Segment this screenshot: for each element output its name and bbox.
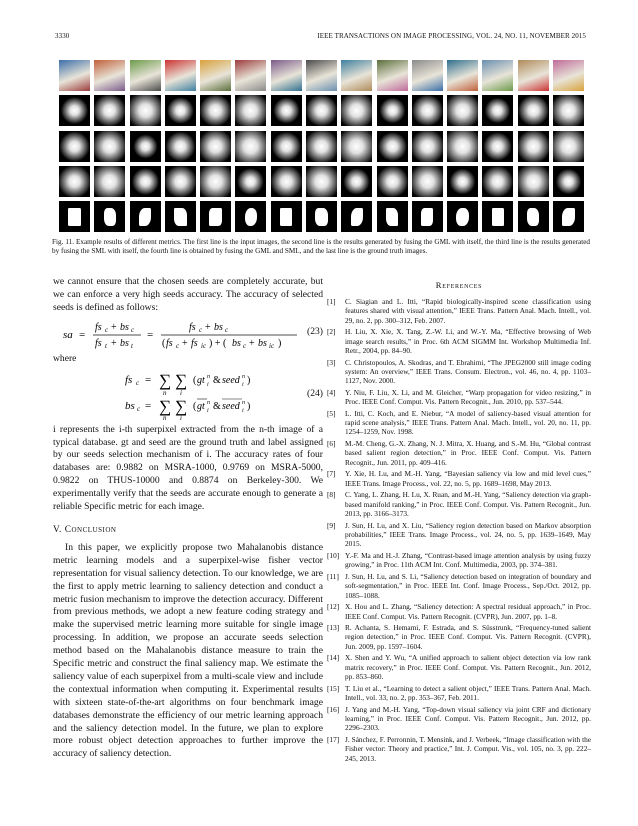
input-image-thumbnail bbox=[165, 60, 196, 91]
svg-text:fs: fs bbox=[125, 373, 133, 386]
ground-truth-mask bbox=[456, 208, 468, 227]
ground-truth-thumbnail bbox=[235, 201, 266, 232]
fused-result-thumbnail bbox=[377, 166, 408, 197]
equation-number: (24) bbox=[307, 387, 323, 399]
sml-result-thumbnail bbox=[447, 131, 478, 162]
sml-result-thumbnail bbox=[412, 131, 443, 162]
svg-text:bs: bs bbox=[232, 337, 241, 349]
svg-text:) + (: ) + ( bbox=[209, 337, 227, 349]
ground-truth-mask bbox=[139, 208, 151, 227]
svg-text:bs: bs bbox=[120, 321, 129, 333]
reference-number: [16] bbox=[327, 704, 340, 714]
svg-text:fs: fs bbox=[95, 321, 102, 333]
svg-text:i: i bbox=[242, 407, 244, 414]
svg-text:bs: bs bbox=[120, 337, 129, 349]
gml-result-thumbnail bbox=[412, 95, 443, 126]
page-number: 3330 bbox=[55, 32, 70, 40]
svg-text:n: n bbox=[242, 373, 245, 380]
reference-text: J. Sun, H. Lu, and S. Li, “Saliency detection based on integration of boundary and soft-segmentation,” in Proc. IEEE Int. Conf. Image Process., Sep./Oct. 2012, pp. 1085–1088. bbox=[345, 571, 591, 600]
reference-item bbox=[327, 623, 591, 651]
gml-result-thumbnail bbox=[553, 95, 584, 126]
fused-result-thumbnail bbox=[518, 166, 549, 197]
gml-result-thumbnail bbox=[341, 95, 372, 126]
ground-truth-mask bbox=[209, 208, 221, 227]
input-image-thumbnail bbox=[553, 60, 584, 91]
sml-result-thumbnail bbox=[306, 131, 337, 162]
reference-number: [3] bbox=[327, 357, 336, 367]
reference-item bbox=[327, 388, 591, 407]
ground-truth-mask bbox=[245, 208, 257, 227]
svg-text:sa: sa bbox=[63, 328, 73, 341]
ground-truth-mask bbox=[174, 208, 186, 227]
input-image-thumbnail bbox=[235, 60, 266, 91]
reference-number: [8] bbox=[327, 490, 336, 500]
svg-text:ic: ic bbox=[269, 341, 275, 350]
svg-text:t: t bbox=[131, 341, 133, 350]
svg-text:n: n bbox=[163, 413, 167, 420]
ground-truth-thumbnail bbox=[59, 201, 90, 232]
svg-text:(: ( bbox=[193, 374, 197, 386]
reference-item bbox=[327, 684, 591, 703]
input-image-thumbnail bbox=[200, 60, 231, 91]
reference-number: [7] bbox=[327, 469, 336, 479]
ground-truth-mask bbox=[104, 208, 116, 227]
reference-item bbox=[327, 551, 591, 570]
equation-23-formula bbox=[61, 316, 301, 352]
references-heading: References bbox=[435, 280, 483, 290]
reference-text: L. Itti, C. Koch, and E. Niebur, “A model of saliency-based visual attention for rapid scene analysis,” IEEE Trans. Pattern Anal. Mach. Intell., vol. 20, no. 11, pp. 1254–1259, Nov. 1998. bbox=[345, 408, 591, 437]
reference-item bbox=[327, 653, 591, 681]
svg-text:=: = bbox=[79, 328, 86, 341]
ground-truth-thumbnail bbox=[165, 201, 196, 232]
gml-result-thumbnail bbox=[518, 95, 549, 126]
ground-truth-thumbnail bbox=[482, 201, 513, 232]
input-image-thumbnail bbox=[412, 60, 443, 91]
svg-text:t: t bbox=[105, 341, 107, 350]
svg-text:n: n bbox=[242, 399, 245, 406]
svg-text:i: i bbox=[242, 381, 244, 388]
reference-number: [4] bbox=[327, 387, 336, 397]
reference-text: C. Siagian and L. Itti, “Rapid biologically-inspired scene classification using features shared with visual attention,” IEEE Trans. Pattern Anal. Mach. Intell., vol. 29, no. 2, pp. 300–312, Feb. 2007. bbox=[345, 297, 591, 325]
ground-truth-mask bbox=[421, 208, 433, 227]
svg-text:n: n bbox=[207, 399, 210, 406]
reference-text: R. Achanta, S. Hemami, F. Estrada, and S. Süsstrunk, “Frequency-tuned salient region detection,” in Proc. IEEE Conf. Comput. Vis. Pattern Recognit. (CVPR), Jun. 2009, pp. 1597–1604. bbox=[345, 623, 591, 651]
journal-title: IEEE TRANSACTIONS ON IMAGE PROCESSING, VOL. 24, NO. 11, NOVEMBER 2015 bbox=[317, 32, 586, 40]
reference-number: [10] bbox=[327, 550, 340, 560]
fused-result-thumbnail bbox=[94, 166, 125, 197]
reference-item bbox=[327, 735, 591, 763]
fused-result-thumbnail bbox=[553, 166, 584, 197]
fused-result-thumbnail bbox=[59, 166, 90, 197]
reference-text: X. Shen and Y. Wu, “A unified approach to salient object detection via low rank matrix recovery,” in Proc. IEEE Conf. Comput. Vis. Pattern Recognit., Jun. 2012, pp. 853–860. bbox=[345, 653, 591, 682]
reference-number: [15] bbox=[327, 683, 340, 693]
fused-result-thumbnail bbox=[482, 166, 513, 197]
svg-text:c: c bbox=[136, 378, 140, 387]
equation-number: (23) bbox=[307, 325, 323, 337]
reference-item bbox=[327, 602, 591, 621]
svg-text:=: = bbox=[147, 328, 154, 341]
svg-text:c: c bbox=[225, 325, 229, 334]
reference-item bbox=[327, 439, 591, 467]
reference-number: [6] bbox=[327, 439, 336, 449]
left-column bbox=[53, 276, 323, 761]
svg-text:=: = bbox=[145, 373, 152, 386]
ground-truth-thumbnail bbox=[553, 201, 584, 232]
svg-text:+: + bbox=[205, 321, 211, 333]
ground-truth-thumbnail bbox=[412, 201, 443, 232]
svg-text:&: & bbox=[213, 374, 221, 386]
ground-truth-thumbnail bbox=[94, 201, 125, 232]
sml-result-thumbnail bbox=[59, 131, 90, 162]
reference-item bbox=[327, 521, 591, 549]
svg-text:c: c bbox=[105, 325, 109, 334]
svg-text:+: + bbox=[111, 321, 117, 333]
reference-item bbox=[327, 358, 591, 386]
ground-truth-mask bbox=[386, 208, 398, 227]
svg-text:gt: gt bbox=[197, 400, 205, 412]
input-image-thumbnail bbox=[341, 60, 372, 91]
svg-text:i: i bbox=[207, 407, 209, 414]
reference-number: [9] bbox=[327, 520, 336, 530]
fused-result-thumbnail bbox=[271, 166, 302, 197]
reference-number: [14] bbox=[327, 653, 340, 663]
fused-result-thumbnail bbox=[447, 166, 478, 197]
ground-truth-thumbnail bbox=[447, 201, 478, 232]
reference-number: [5] bbox=[327, 408, 336, 418]
sml-result-thumbnail bbox=[165, 131, 196, 162]
figure-image-grid bbox=[59, 60, 590, 232]
sml-result-thumbnail bbox=[271, 131, 302, 162]
svg-text:i: i bbox=[180, 413, 182, 420]
svg-text:): ) bbox=[278, 337, 282, 349]
fused-result-thumbnail bbox=[306, 166, 337, 197]
gml-result-thumbnail bbox=[130, 95, 161, 126]
sml-result-thumbnail bbox=[553, 131, 584, 162]
reference-item bbox=[327, 327, 591, 355]
svg-text:∑: ∑ bbox=[159, 370, 172, 390]
ground-truth-thumbnail bbox=[341, 201, 372, 232]
svg-text:i: i bbox=[207, 381, 209, 388]
body-paragraph: In this paper, we explicitly propose two Mahalanobis distance metric learning models and a superpixel-wise fisher vector representation for visual saliency detection. To our knowledge, we are the first to apply metric learning to saliency detection and conduct a metric fusion mechanism to improve the detection accuracy. Different from previous methods, we adopt a new feature coding strategy and make the supervised metric learning more suitable for single image processing. In addition, we propose an accurate seeds selection method based on the Mahalanobis distance measure to train the Specific metric and construct the final saliency map. We estimate the saliency value of each superpixel from a multi-scale view and include the contextual information when computing it. Experimental results with sixteen state-of-the-art algorithms on four benchmark image databases demonstrate the efficiency of our metric learning approach and the saliency detection model. In the future, we plan to explore more robust object detection approaches to further improve the accuracy of saliency detection. bbox=[53, 541, 323, 760]
svg-text:fs: fs bbox=[166, 337, 173, 349]
ground-truth-mask bbox=[492, 208, 504, 227]
svg-text:(: ( bbox=[193, 400, 197, 412]
reference-text: C. Yang, L. Zhang, H. Lu, X. Ruan, and M.-H. Yang, “Saliency detection via graph-based manifold ranking,” in Proc. IEEE Conf. Comput. Vis. Pattern Recognit., Jun. 2013, pp. 3166–3173. bbox=[345, 490, 591, 518]
reference-item bbox=[327, 490, 591, 518]
input-image-thumbnail bbox=[59, 60, 90, 91]
input-image-thumbnail bbox=[518, 60, 549, 91]
reference-text: J. Yang and M.-H. Yang, “Top-down visual saliency via joint CRF and dictionary learning,” in Proc. IEEE Conf. Comput. Vis. Pattern Recognit., Jun. 2012, pp. 2296–2303. bbox=[345, 704, 591, 733]
gml-result-thumbnail bbox=[59, 95, 90, 126]
svg-text:seed: seed bbox=[222, 400, 240, 412]
svg-text:(: ( bbox=[162, 337, 166, 349]
svg-text:ic: ic bbox=[201, 341, 207, 350]
input-image-thumbnail bbox=[377, 60, 408, 91]
fused-result-thumbnail bbox=[165, 166, 196, 197]
ground-truth-mask bbox=[315, 208, 327, 227]
input-image-thumbnail bbox=[482, 60, 513, 91]
reference-text: Y. Xie, H. Lu, and M.-H. Yang, “Bayesian saliency via low and mid level cues,” IEEE Trans. Image Process., vol. 22, no. 5, pp. 1689–1698, May 2013. bbox=[345, 469, 591, 488]
gml-result-thumbnail bbox=[235, 95, 266, 126]
sml-result-thumbnail bbox=[518, 131, 549, 162]
reference-text: J. Sun, H. Lu, and X. Liu, “Saliency region detection based on Markov absorption probabilities,” IEEE Trans. Image Process., vol. 24, no. 5, pp. 1639–1649, May 2015. bbox=[345, 520, 591, 549]
reference-number: [17] bbox=[327, 735, 340, 745]
ground-truth-thumbnail bbox=[377, 201, 408, 232]
svg-text:c: c bbox=[176, 341, 180, 350]
fused-result-thumbnail bbox=[200, 166, 231, 197]
svg-text:fs: fs bbox=[95, 337, 102, 349]
body-paragraph: i represents the i-th superpixel extracted from the n-th image of a typical database. gt and seed are the ground truth and label assigned by our seeds selection mechanism of i. The accuracy rates of four databases are: 0.9882 on MSRA-1000, 0.9769 on MSRA-5000, 0.9822 on THUS-10000 and 0.8874 on Berkeley-300. We experimentally verify that the seeds are accurate enough to generate a reliable Specific metric for each image. bbox=[53, 423, 323, 513]
ground-truth-thumbnail bbox=[271, 201, 302, 232]
gml-result-thumbnail bbox=[482, 95, 513, 126]
reference-list bbox=[327, 297, 591, 763]
input-image-thumbnail bbox=[306, 60, 337, 91]
input-image-thumbnail bbox=[130, 60, 161, 91]
reference-item bbox=[327, 705, 591, 733]
reference-text: C. Christopoulos, A. Skodras, and T. Ebrahimi, “The JPEG2000 still image coding system: An overview,” IEEE Trans. Consum. Electron., vol. 46, no. 4, pp. 1103–1127, Nov. 2000. bbox=[345, 357, 591, 386]
ground-truth-mask bbox=[351, 208, 363, 227]
svg-text:c: c bbox=[137, 404, 141, 413]
fused-result-thumbnail bbox=[412, 166, 443, 197]
ground-truth-thumbnail bbox=[518, 201, 549, 232]
equation-24-formula bbox=[123, 366, 323, 420]
reference-number: [11] bbox=[327, 571, 339, 581]
input-image-thumbnail bbox=[447, 60, 478, 91]
gml-result-thumbnail bbox=[447, 95, 478, 126]
sml-result-thumbnail bbox=[130, 131, 161, 162]
figure-caption: Fig. 11. Example results of different metrics. The first line is the input images, the second line is the results generated by fusing the GML with itself, the third line is the results generated by fusing the SML with itself, the fourth line is obtained by fusing the GML and SML, and the last line is the ground truth images. bbox=[52, 238, 590, 256]
svg-text:+: + bbox=[182, 337, 188, 349]
equation-23 bbox=[53, 315, 323, 351]
svg-text:+: + bbox=[249, 337, 255, 349]
reference-number: [2] bbox=[327, 327, 336, 337]
fused-result-thumbnail bbox=[235, 166, 266, 197]
svg-text:): ) bbox=[247, 374, 251, 386]
svg-text:i: i bbox=[180, 388, 182, 397]
gml-result-thumbnail bbox=[94, 95, 125, 126]
svg-text:∑: ∑ bbox=[175, 370, 188, 390]
sml-result-thumbnail bbox=[94, 131, 125, 162]
svg-text:+: + bbox=[111, 337, 117, 349]
svg-text:=: = bbox=[145, 399, 152, 412]
reference-text: Y.-F. Ma and H.-J. Zhang, “Contrast-based image attention analysis by using fuzzy growing,” in Proc. 11th ACM Int. Conf. Multimedia, 2003, pp. 374–381. bbox=[345, 550, 591, 570]
fused-result-thumbnail bbox=[130, 166, 161, 197]
svg-text:c: c bbox=[199, 325, 203, 334]
ground-truth-mask bbox=[68, 208, 80, 227]
ground-truth-thumbnail bbox=[306, 201, 337, 232]
gml-result-thumbnail bbox=[200, 95, 231, 126]
section-title: V. Conclusion bbox=[53, 524, 117, 535]
reference-text: H. Liu, X. Xie, X. Tang, Z.-W. Li, and W.-Y. Ma, “Effective browsing of Web image search results,” in Proc. 6th ACM SIGMM Int. Workshop Multimedia Inf. Retr., 2004, pp. 84–90. bbox=[345, 327, 591, 355]
gml-result-thumbnail bbox=[377, 95, 408, 126]
svg-text:bs: bs bbox=[214, 321, 223, 333]
page-header bbox=[55, 32, 586, 44]
svg-text:n: n bbox=[163, 388, 167, 397]
svg-text:c: c bbox=[243, 341, 247, 350]
reference-text: Y. Niu, F. Liu, X. Li, and M. Gleicher, “Warp propagation for video resizing,” in Proc. IEEE Conf. Comput. Vis. Pattern Recognit., Jun. 2010, pp. 537–544. bbox=[345, 387, 591, 407]
svg-text:fs: fs bbox=[191, 337, 198, 349]
reference-text: M.-M. Cheng, G.-X. Zhang, N. J. Mitra, X. Huang, and S.-M. Hu, “Global contrast based salient region detection,” in Proc. IEEE Conf. Comput. Vis. Pattern Recognit., Jun. 2011, pp. 409–416. bbox=[345, 439, 591, 467]
svg-text:fs: fs bbox=[189, 321, 196, 333]
equation-24 bbox=[53, 366, 323, 420]
fused-result-thumbnail bbox=[341, 166, 372, 197]
reference-item bbox=[327, 409, 591, 437]
reference-item bbox=[327, 297, 591, 325]
gml-result-thumbnail bbox=[306, 95, 337, 126]
sml-result-thumbnail bbox=[235, 131, 266, 162]
svg-text:): ) bbox=[247, 400, 251, 412]
reference-item bbox=[327, 572, 591, 600]
ground-truth-mask bbox=[527, 208, 539, 227]
body-paragraph: we cannot ensure that the chosen seeds are completely accurate, but we can enforce a very high seeds accuracy. The accuracy of selected seeds is defined as follows: bbox=[53, 276, 323, 313]
reference-number: [12] bbox=[327, 602, 340, 612]
ground-truth-mask bbox=[280, 208, 292, 227]
svg-text:∑: ∑ bbox=[175, 396, 188, 416]
input-image-thumbnail bbox=[271, 60, 302, 91]
reference-number: [1] bbox=[327, 297, 336, 306]
reference-text: X. Hou and L. Zhang, “Saliency detection: A spectral residual approach,” in Proc. IEEE Conf. Comput. Vis. Pattern Recognit. (CVPR), Jun. 2007, pp. 1–8. bbox=[345, 602, 591, 621]
sml-result-thumbnail bbox=[377, 131, 408, 162]
svg-text:gt: gt bbox=[197, 374, 205, 386]
references-column bbox=[327, 280, 591, 765]
svg-text:bs: bs bbox=[258, 337, 267, 349]
sml-result-thumbnail bbox=[341, 131, 372, 162]
sml-result-thumbnail bbox=[482, 131, 513, 162]
svg-text:seed: seed bbox=[222, 374, 240, 386]
input-image-thumbnail bbox=[94, 60, 125, 91]
svg-text:∑: ∑ bbox=[159, 396, 172, 416]
svg-text:n: n bbox=[207, 373, 210, 380]
svg-text:bs: bs bbox=[125, 399, 135, 412]
svg-text:c: c bbox=[131, 325, 135, 334]
reference-item bbox=[327, 469, 591, 488]
sml-result-thumbnail bbox=[200, 131, 231, 162]
reference-text: J. Sánchez, F. Perronnin, T. Mensink, and J. Verbeek, “Image classification with the Fisher vector: Theory and practice,” Int. J. Comput. Vis., vol. 105, no. 3, pp. 222–245, 2013. bbox=[345, 735, 591, 763]
gml-result-thumbnail bbox=[271, 95, 302, 126]
ground-truth-thumbnail bbox=[130, 201, 161, 232]
reference-number: [13] bbox=[327, 623, 340, 633]
ground-truth-thumbnail bbox=[200, 201, 231, 232]
gml-result-thumbnail bbox=[165, 95, 196, 126]
where-label: where bbox=[53, 352, 77, 364]
reference-text: T. Liu et al., “Learning to detect a salient object,” IEEE Trans. Pattern Anal. Mach. Intell., vol. 33, no. 2, pp. 353–367, Feb. 2011. bbox=[345, 683, 591, 703]
svg-text:&: & bbox=[213, 400, 221, 412]
ground-truth-mask bbox=[562, 208, 574, 227]
